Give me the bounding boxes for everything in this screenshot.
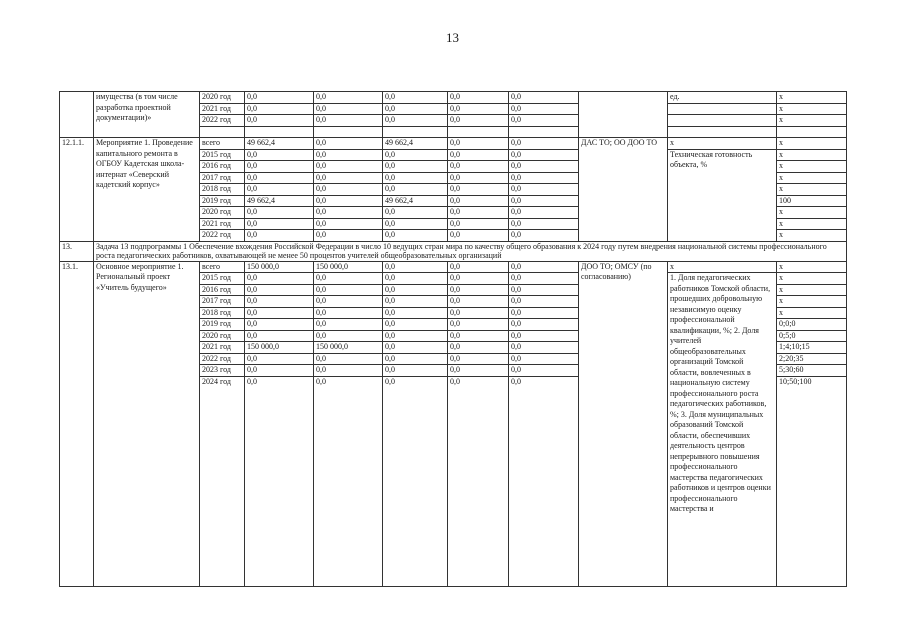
task-row <box>60 241 847 261</box>
cell-other: 0,0 <box>509 138 579 150</box>
cell-federal: 150 000,0 <box>314 261 383 273</box>
program-table <box>59 91 847 587</box>
cell-executor <box>579 92 668 138</box>
cell-regional: 0,0 <box>383 296 448 308</box>
cell-local: 0,0 <box>448 172 509 184</box>
cell-other: 0,0 <box>509 172 579 184</box>
cell-federal: 0,0 <box>314 184 383 196</box>
cell-event-name: Мероприятие 1. Проведение капитального ремонта в ОГБОУ Кадетская школа-интернат «Северский кадетский корпус» <box>94 138 200 242</box>
cell-local: 0,0 <box>448 207 509 219</box>
cell-period: 2022 год <box>200 115 245 127</box>
cell-period: 2016 год <box>200 284 245 296</box>
cell-period: 2017 год <box>200 172 245 184</box>
cell-local: 0,0 <box>448 138 509 150</box>
cell-value: 0;5;0 <box>777 330 847 342</box>
cell-period: 2015 год <box>200 273 245 285</box>
cell-other: 0,0 <box>509 307 579 319</box>
cell-federal: 0,0 <box>314 103 383 115</box>
cell-regional: 49 662,4 <box>383 195 448 207</box>
cell-other: 0,0 <box>509 261 579 273</box>
cell-regional: 0,0 <box>383 92 448 104</box>
cell-total: 0,0 <box>245 161 314 173</box>
cell-value: х <box>777 261 847 273</box>
cell-local: 0,0 <box>448 353 509 365</box>
cell-period: 2020 год <box>200 92 245 104</box>
cell-empty <box>245 126 314 138</box>
cell-period: 2018 год <box>200 184 245 196</box>
cell-value: 100 <box>777 195 847 207</box>
cell-local: 0,0 <box>448 319 509 331</box>
cell-total: 0,0 <box>245 115 314 127</box>
cell-regional: 0,0 <box>383 261 448 273</box>
table-row <box>60 92 847 104</box>
cell-other: 0,0 <box>509 103 579 115</box>
cell-indicator: Техническая готовность объекта, % <box>668 149 777 241</box>
cell-other: 0,0 <box>509 115 579 127</box>
cell-federal: 0,0 <box>314 365 383 377</box>
cell-regional: 0,0 <box>383 273 448 285</box>
cell-number: 13. <box>60 241 94 261</box>
cell-other: 0,0 <box>509 230 579 242</box>
cell-federal: 0,0 <box>314 376 383 586</box>
cell-period: 2024 год <box>200 376 245 586</box>
cell-other: 0,0 <box>509 273 579 285</box>
cell-value: х <box>777 161 847 173</box>
cell-regional: 0,0 <box>383 319 448 331</box>
cell-period: 2023 год <box>200 365 245 377</box>
cell-federal: 0,0 <box>314 195 383 207</box>
cell-value: х <box>777 273 847 285</box>
cell-period: 2017 год <box>200 296 245 308</box>
cell-event-name: имущества (в том числе разработка проектной документации)» <box>94 92 200 138</box>
cell-period: 2019 год <box>200 195 245 207</box>
cell-indicator <box>668 115 777 127</box>
cell-empty <box>448 126 509 138</box>
cell-local: 0,0 <box>448 365 509 377</box>
cell-regional: 49 662,4 <box>383 138 448 150</box>
cell-total: 0,0 <box>245 319 314 331</box>
cell-empty <box>200 126 245 138</box>
cell-federal: 0,0 <box>314 172 383 184</box>
cell-indicator: 1. Доля педагогических работников Томской области, прошедших добровольную независимую оценку профессиональной квалификации, %; 2. Доля учителей общеобразовательных организаций Томской области, вовлеченных в национальную систему профессионального роста педагогических работников, %; 3. Доля муниципальных образований Томской области, обеспечивших деятельность центров непрерывного повышения профессионального мастерства педагогических работников и центров оценки профессионального мастерства и <box>668 273 777 587</box>
cell-total: 0,0 <box>245 218 314 230</box>
cell-total: 0,0 <box>245 184 314 196</box>
cell-value: х <box>777 115 847 127</box>
cell-local: 0,0 <box>448 376 509 586</box>
cell-local: 0,0 <box>448 230 509 242</box>
cell-total: 49 662,4 <box>245 195 314 207</box>
cell-other: 0,0 <box>509 353 579 365</box>
cell-total: 150 000,0 <box>245 342 314 354</box>
cell-total: 0,0 <box>245 149 314 161</box>
cell-number <box>60 92 94 138</box>
cell-value: х <box>777 103 847 115</box>
cell-regional: 0,0 <box>383 149 448 161</box>
cell-regional: 0,0 <box>383 172 448 184</box>
cell-total: 0,0 <box>245 230 314 242</box>
cell-federal: 0,0 <box>314 161 383 173</box>
cell-number: 12.1.1. <box>60 138 94 242</box>
cell-executor: ДАС ТО; ОО ДОО ТО <box>579 138 668 242</box>
cell-regional: 0,0 <box>383 218 448 230</box>
cell-indicator: ед. <box>668 92 777 104</box>
cell-regional: 0,0 <box>383 103 448 115</box>
cell-other: 0,0 <box>509 296 579 308</box>
cell-local: 0,0 <box>448 115 509 127</box>
cell-other: 0,0 <box>509 195 579 207</box>
cell-local: 0,0 <box>448 284 509 296</box>
cell-total: 0,0 <box>245 207 314 219</box>
cell-local: 0,0 <box>448 149 509 161</box>
cell-regional: 0,0 <box>383 307 448 319</box>
cell-other: 0,0 <box>509 92 579 104</box>
cell-federal: 0,0 <box>314 296 383 308</box>
cell-other: 0,0 <box>509 184 579 196</box>
cell-period: 2018 год <box>200 307 245 319</box>
cell-indicator: х <box>668 261 777 273</box>
table-row <box>60 138 847 150</box>
cell-value: х <box>777 207 847 219</box>
cell-value: х <box>777 92 847 104</box>
cell-value: х <box>777 138 847 150</box>
cell-total: 0,0 <box>245 353 314 365</box>
cell-value: х <box>777 149 847 161</box>
cell-local: 0,0 <box>448 195 509 207</box>
cell-value: 5;30;60 <box>777 365 847 377</box>
cell-regional: 0,0 <box>383 376 448 586</box>
cell-empty <box>777 126 847 138</box>
cell-period: 2021 год <box>200 342 245 354</box>
cell-other: 0,0 <box>509 319 579 331</box>
cell-total: 0,0 <box>245 307 314 319</box>
cell-value: х <box>777 184 847 196</box>
cell-period: 2022 год <box>200 353 245 365</box>
cell-local: 0,0 <box>448 103 509 115</box>
cell-other: 0,0 <box>509 342 579 354</box>
program-table-body <box>60 92 847 587</box>
cell-federal: 0,0 <box>314 330 383 342</box>
cell-value: 0;0;0 <box>777 319 847 331</box>
cell-regional: 0,0 <box>383 330 448 342</box>
cell-local: 0,0 <box>448 261 509 273</box>
cell-total: 0,0 <box>245 296 314 308</box>
cell-regional: 0,0 <box>383 353 448 365</box>
cell-indicator: х <box>668 138 777 150</box>
cell-local: 0,0 <box>448 92 509 104</box>
cell-total: 0,0 <box>245 284 314 296</box>
cell-executor: ДОО ТО; ОМСУ (по согласованию) <box>579 261 668 586</box>
cell-period: 2022 год <box>200 230 245 242</box>
cell-other: 0,0 <box>509 218 579 230</box>
cell-period: всего <box>200 261 245 273</box>
cell-local: 0,0 <box>448 342 509 354</box>
cell-value: х <box>777 284 847 296</box>
cell-value: х <box>777 307 847 319</box>
cell-federal: 0,0 <box>314 284 383 296</box>
cell-total: 0,0 <box>245 172 314 184</box>
cell-total: 150 000,0 <box>245 261 314 273</box>
cell-value: х <box>777 230 847 242</box>
cell-federal: 0,0 <box>314 149 383 161</box>
cell-local: 0,0 <box>448 330 509 342</box>
cell-value: х <box>777 296 847 308</box>
cell-period: 2015 год <box>200 149 245 161</box>
cell-total: 49 662,4 <box>245 138 314 150</box>
cell-regional: 0,0 <box>383 365 448 377</box>
cell-value: 2;20;35 <box>777 353 847 365</box>
cell-period: 2020 год <box>200 330 245 342</box>
cell-empty <box>383 126 448 138</box>
cell-federal: 0,0 <box>314 92 383 104</box>
cell-other: 0,0 <box>509 365 579 377</box>
cell-regional: 0,0 <box>383 230 448 242</box>
cell-period: 2021 год <box>200 103 245 115</box>
cell-total: 0,0 <box>245 273 314 285</box>
cell-federal: 0,0 <box>314 230 383 242</box>
cell-federal: 0,0 <box>314 207 383 219</box>
cell-value: х <box>777 218 847 230</box>
cell-number: 13.1. <box>60 261 94 586</box>
cell-federal: 0,0 <box>314 273 383 285</box>
cell-regional: 0,0 <box>383 161 448 173</box>
cell-empty <box>314 126 383 138</box>
cell-other: 0,0 <box>509 161 579 173</box>
cell-other: 0,0 <box>509 207 579 219</box>
cell-total: 0,0 <box>245 330 314 342</box>
cell-local: 0,0 <box>448 296 509 308</box>
cell-local: 0,0 <box>448 184 509 196</box>
cell-local: 0,0 <box>448 307 509 319</box>
table-row <box>60 261 847 273</box>
cell-value: 1;4;10;15 <box>777 342 847 354</box>
cell-total: 0,0 <box>245 103 314 115</box>
task-description: Задача 13 подпрограммы 1 Обеспечение вхождения Российской Федерации в число 10 ведущих стран мира по качеству общего образования к 2024 году путем внедрения национальной системы профессионального роста педагогических работников, охватывающей не менее 50 процентов учителей общеобразовательных организаций <box>94 241 847 261</box>
cell-regional: 0,0 <box>383 207 448 219</box>
cell-other: 0,0 <box>509 330 579 342</box>
cell-value: 10;50;100 <box>777 376 847 586</box>
cell-federal: 0,0 <box>314 218 383 230</box>
cell-local: 0,0 <box>448 161 509 173</box>
cell-federal: 0,0 <box>314 307 383 319</box>
cell-period: 2019 год <box>200 319 245 331</box>
cell-empty <box>509 126 579 138</box>
page-number: 13 <box>446 30 459 45</box>
cell-federal: 0,0 <box>314 115 383 127</box>
cell-indicator <box>668 103 777 115</box>
cell-federal: 0,0 <box>314 353 383 365</box>
cell-value: х <box>777 172 847 184</box>
cell-regional: 0,0 <box>383 115 448 127</box>
cell-event-name: Основное мероприятие 1. Региональный проект «Учитель будущего» <box>94 261 200 586</box>
cell-other: 0,0 <box>509 149 579 161</box>
cell-period: 2020 год <box>200 207 245 219</box>
cell-regional: 0,0 <box>383 284 448 296</box>
cell-total: 0,0 <box>245 376 314 586</box>
cell-federal: 150 000,0 <box>314 342 383 354</box>
cell-empty <box>668 126 777 138</box>
cell-federal: 0,0 <box>314 319 383 331</box>
cell-regional: 0,0 <box>383 342 448 354</box>
cell-federal: 0,0 <box>314 138 383 150</box>
cell-total: 0,0 <box>245 365 314 377</box>
cell-local: 0,0 <box>448 273 509 285</box>
cell-period: 2021 год <box>200 218 245 230</box>
cell-local: 0,0 <box>448 218 509 230</box>
cell-total: 0,0 <box>245 92 314 104</box>
cell-period: 2016 год <box>200 161 245 173</box>
cell-period: всего <box>200 138 245 150</box>
cell-regional: 0,0 <box>383 184 448 196</box>
cell-other: 0,0 <box>509 376 579 586</box>
cell-other: 0,0 <box>509 284 579 296</box>
